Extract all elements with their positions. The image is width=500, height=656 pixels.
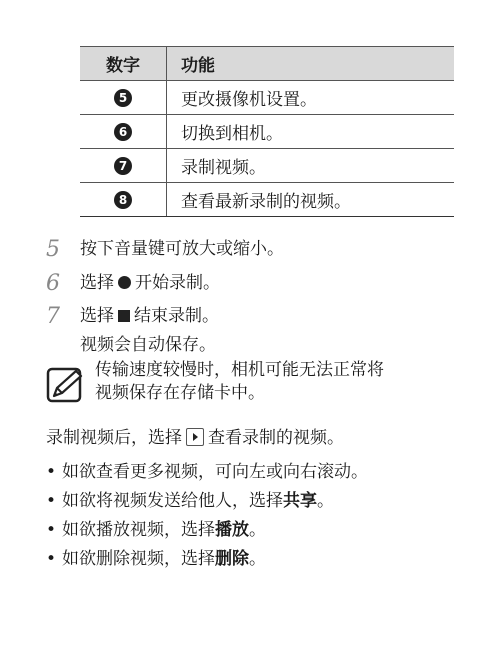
step-text: 选择 bbox=[80, 306, 114, 326]
record-circle-icon bbox=[118, 276, 131, 289]
list-item: • 如欲删除视频，选择删除。 bbox=[46, 549, 266, 569]
note-line-1: 传输速度较慢时，相机可能无法正常将 bbox=[95, 360, 384, 380]
step-7-subtext: 视频会自动保存。 bbox=[80, 335, 216, 355]
step-6 bbox=[46, 271, 220, 296]
step-number: 6 bbox=[46, 271, 60, 296]
step-text: 按下音量键可放大或缩小。 bbox=[80, 239, 284, 259]
play-icon bbox=[186, 428, 204, 446]
function-text: 录制视频。 bbox=[167, 149, 455, 183]
step-number: 5 bbox=[46, 237, 60, 262]
step-text: 选择 bbox=[80, 273, 114, 293]
paragraph bbox=[46, 426, 344, 450]
function-table bbox=[80, 46, 454, 217]
table-row bbox=[80, 81, 454, 115]
list-item: • 如欲查看更多视频，可向左或向右滚动。 bbox=[46, 462, 368, 482]
header-function: 功能 bbox=[167, 47, 455, 81]
table-row bbox=[80, 115, 454, 149]
para-text-after: 查看录制的视频。 bbox=[208, 428, 344, 448]
step-text-after: 结束录制。 bbox=[134, 306, 219, 326]
list-item: • 如欲将视频发送给他人，选择共享。 bbox=[46, 491, 334, 511]
bullet-list bbox=[46, 458, 368, 574]
step-7 bbox=[46, 304, 219, 329]
list-item: • 如欲播放视频，选择播放。 bbox=[46, 520, 266, 540]
table-row bbox=[80, 149, 454, 183]
function-text: 切换到相机。 bbox=[167, 115, 455, 149]
bold-term: 删除 bbox=[215, 549, 249, 569]
function-text: 查看最新录制的视频。 bbox=[167, 183, 455, 217]
header-number: 数字 bbox=[80, 47, 167, 81]
function-text: 更改摄像机设置。 bbox=[167, 81, 455, 115]
number-badge: 7 bbox=[114, 157, 132, 175]
note-line-2: 视频保存在存储卡中。 bbox=[95, 383, 265, 403]
stop-square-icon bbox=[118, 310, 130, 322]
bold-term: 播放 bbox=[215, 520, 249, 540]
number-badge: 5 bbox=[114, 89, 132, 107]
note-pencil-icon bbox=[46, 366, 86, 404]
step-text-after: 开始录制。 bbox=[135, 273, 220, 293]
table-header-row bbox=[80, 47, 454, 81]
para-text: 录制视频后，选择 bbox=[46, 428, 182, 448]
step-5 bbox=[46, 237, 284, 262]
number-badge: 8 bbox=[114, 191, 132, 209]
number-badge: 6 bbox=[114, 123, 132, 141]
bold-term: 共享 bbox=[283, 491, 317, 511]
step-number: 7 bbox=[46, 304, 60, 329]
table-row bbox=[80, 183, 454, 217]
note-text bbox=[95, 359, 384, 405]
